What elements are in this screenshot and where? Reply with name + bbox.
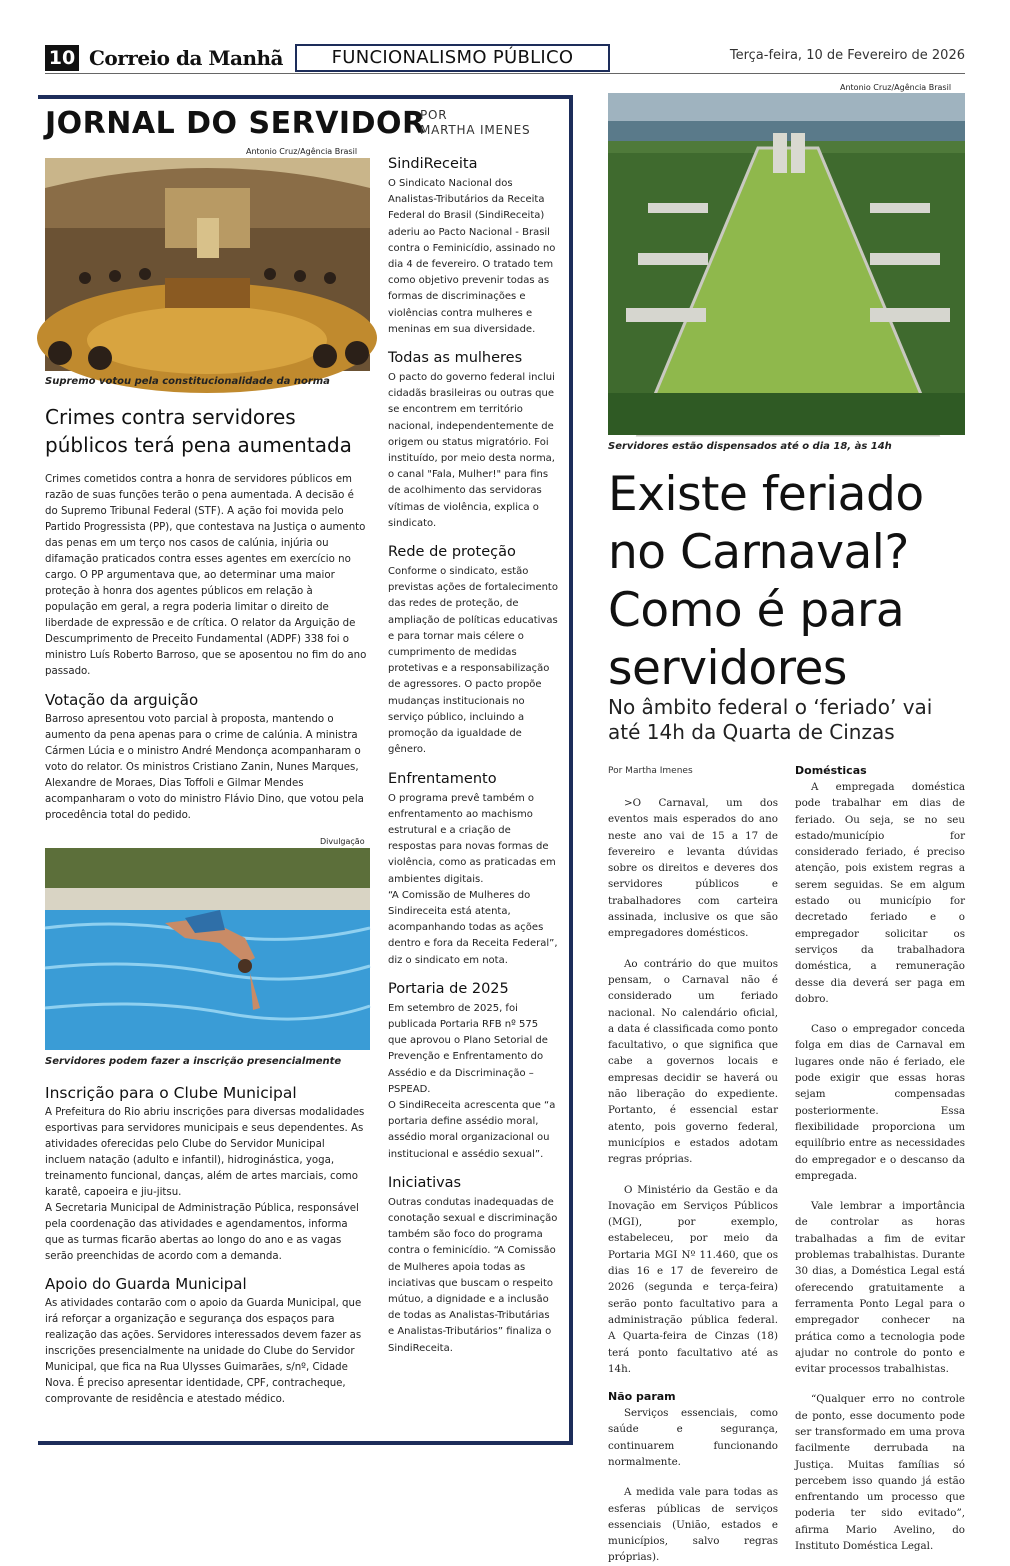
column-author [420, 108, 530, 138]
main-byline: Por Martha Imenes [608, 766, 693, 776]
article-clube [45, 1083, 368, 1408]
sidebar-title-5: Portaria de 2025 [388, 980, 509, 997]
column-by-label: POR [420, 108, 448, 122]
newspaper-name: Correio da Manhã [89, 46, 284, 70]
sidebar-title-4: Enfrentamento [388, 770, 497, 787]
page-number: 10 [45, 45, 79, 71]
issue-date: Terça-feira, 10 de Fevereiro de 2026 [729, 48, 965, 63]
column-author-name: MARTHA IMENES [420, 123, 531, 137]
main-subhead-domesticas: Domésticas [795, 764, 867, 777]
article-clube-body1: A Prefeitura do Rio abriu inscrições para diversas modalidades esportivas para servidores municipais e seus dependentes. As atividades oferecidas pelo Clube do Servidor Municipal incluem natação (adulto e infantil), hidroginástica, yoga, treinamento funcional, danças, além de artes marciais, como karatê, capoeira e jiu-jitsu. [45, 1107, 365, 1198]
photo-pool-diver [45, 848, 370, 1050]
sidebar-sindireceita [388, 154, 558, 1357]
main-paragraph-4: Serviços essenciais, como saúde e segurança, continuarem funcionando normalmente. [608, 1407, 778, 1468]
photo3-credit: Antonio Cruz/Agência Brasil [840, 83, 952, 92]
sidebar-title-3: Rede de proteção [388, 544, 516, 561]
section-title: FUNCIONALISMO PÚBLICO [295, 44, 610, 72]
main-paragraph-1: >O Carnaval, um dos eventos mais esperados do ano neste ano vai de 15 a 17 de fevereiro e levanta dúvidas sobre os direitos e deveres dos servidores públicos e trabalhadores com carteira assinada, inclusive os que são empregadores domésticos. [608, 797, 778, 940]
sidebar-body-3: Conforme o sindicato, estão previstas ações de fortalecimento das redes de proteção, de ampliação de políticas educativas e para tornar mais célere o cumprimento de medidas protetivas e a responsabilização de agressores. O pacto propõe mudanças institucionais no serviço público, incluindo a promoção da igualdade de gênero. [388, 566, 558, 756]
photo2-credit: Divulgação [320, 837, 365, 846]
article-crimes-body: Crimes cometidos contra a honra de servidores públicos em razão de suas funções terão o pena aumentada. A decisão é do Supremo Tribunal Federal (STF). A ação foi movida pelo Partido Progressista (PP), que contestava na Justiça o aumento das penas em um terço nos casos de calúnia, injúria ou difamação praticados contra esses agentes em exercício no cargo. O PP argumentava que, ao determinar uma maior proteção à honra dos agentes públicos em relação à população em geral, a regra poderia limitar o direito de liberdade de expressão e de crítica. O relator da Arguição de Descumprimento de Preceito Fundamental (ADPF) 338 foi o ministro Luís Roberto Barroso, que se aposentou no fim do ano passado. [45, 474, 367, 677]
sidebar-body-4b: “A Comissão de Mulheres do Sindireceita está atenta, acompanhando todas as ações dentro e fora da Receita Federal”, diz o sindicato em nota. [388, 889, 558, 966]
sidebar-title-1: SindiReceita [388, 156, 478, 172]
photo3-caption: Servidores estão dispensados até o dia 18, às 14h [608, 441, 892, 452]
main-paragraph-6: A empregada doméstica pode trabalhar em dias de feriado. Ou seja, se no seu estado/município for considerado feriado, é preciso atenção, pois existem regras a serem seguidas. Se em algum estado ou município for decretado feriado e o empregador solicitar os serviços da trabalhadora doméstica, a remuneração desse dia deverá ser paga em dobro. [795, 781, 965, 1005]
main-subhead-nao-param: Não param [608, 1390, 676, 1404]
photo1-caption: Supremo votou pela constitucionalidade da norma [45, 376, 330, 387]
sidebar-title-6: Iniciativas [388, 1174, 462, 1191]
sidebar-body-5b: O SindiReceita acrescenta que “a portaria define assédio moral, assédio moral organizacional ou institucional e assédio sexual”. [388, 1099, 556, 1160]
photo-esplanada [608, 93, 965, 435]
sidebar-body-4a: O programa prevê também o enfrentamento ao machismo estrutural e a criação de respostas para novas formas de violência, como as praticadas em ambientes digitais. [388, 792, 556, 885]
main-paragraph-7: Caso o empregador conceda folga em dias de Carnaval em lugares onde não é feriado, ele pode exigir que essas horas sejam compensadas posteriormente. Essa flexibilidade proporciona um equilíbrio entre as necessidades do empregador e o descanso da empregada. [795, 1023, 965, 1182]
main-paragraph-9: “Qualquer erro no controle de ponto, esse documento pode ser transformado em uma prova facilmente derrubada na Justiça. Muitas famílias só percebem isso quando já estão enfrentando um processo que poderia ter sido evitado”, afirma Mario Avelino, do Instituto Doméstica Legal. [795, 1393, 965, 1553]
article-clube-subhead: Apoio do Guarda Municipal [45, 1275, 247, 1293]
article-clube-headline: Inscrição para o Clube Municipal [45, 1084, 297, 1102]
main-paragraph-8: Vale lembrar a importância de controlar as horas trabalhadas a fim de evitar problemas trabalhistas. Durante 30 dias, a Doméstica Legal está oferecendo gratuitamente a ferramenta Ponto Legal para o empregador conhecer na prática como a tecnologia pode ajudar no controle do ponto e evitar processos trabalhistas. [795, 1200, 965, 1376]
main-paragraph-3: O Ministério da Gestão e da Inovação em Serviços Públicos (MGI), por exemplo, estabeleceu, por meio da Portaria MGI Nº 11.460, que os dias 16 e 17 de fevereiro de 2026 (segunda e terça-feira) serão ponto facultativo para a administração pública federal. A Quarta-feira de Cinzas (18) terá ponto facultativo até as 14h. [608, 1183, 778, 1375]
sidebar-body-1: O Sindicato Nacional dos Analistas-Tributários da Receita Federal do Brasil (SindiReceita) aderiu ao Pacto Nacional - Brasil contra o Feminicídio, assinado no dia 4 de fevereiro. O tratado tem como objetivo prevenir todas as formas de discriminações e violências contra mulheres e meninas em sua diversidade. [388, 178, 556, 335]
sidebar-body-5a: Em setembro de 2025, foi publicada Portaria RFB nº 575 que aprovou o Plano Setorial de Prevenção e Enfrentamento do Assédio e da Discriminação – PSPEAD. [388, 1002, 548, 1095]
main-paragraph-2: Ao contrário do que muitos pensam, o Carnaval não é considerado um feriado nacional. No calendário oficial, a data é classificada como ponto facultativo, o que significa que cabe a governos locais e empresas decidir se haverá ou não liberação do expediente. Portanto, é essencial estar atento, pois governo federal, municípios e estados adotam regras próprias. [608, 957, 778, 1166]
article-crimes-subhead: Votação da arguição [45, 691, 199, 709]
main-headline: Existe feriado no Carnaval? Como é para servidores [608, 467, 924, 696]
article-clube-body2: A Secretaria Municipal de Administração Pública, responsável pela coordenação das atividades e agendamentos, informa que as turmas ficarão abertas ao longo do ano e as vagas serão preenchidas de acordo com a demanda. [45, 1203, 359, 1262]
photo-supremo-court [45, 158, 370, 371]
photo1-credit: Antonio Cruz/Agência Brasil [246, 147, 358, 156]
sidebar-body-2: O pacto do governo federal inclui cidadãs brasileiras ou outras que se encontrem em território nacional, independentemente de origem ou status migratório. Foi instituído, por meio desta norma, o canal "Fala, Mulher!" para fins de acolhimento das servidoras vítimas de violência, explica o sindicato. [388, 372, 555, 529]
main-column-1 [608, 795, 778, 1566]
main-subheadline: No âmbito federal o ‘feriado’ vai até 14h da Quarta de Cinzas [608, 695, 933, 744]
article-crimes-subbody: Barroso apresentou voto parcial à proposta, mantendo o aumento da pena apenas para o crime de calúnia. A ministra Cármen Lúcia e o ministro André Mendonça acompanharam o voto do relator. Os ministros Cristiano Zanin, Nunes Marques, Alexandre de Moraes, Dias Toffoli e Gilmar Mendes acompanharam o voto do ministro Flávio Dino, que votou pela procedência total do pedido. [45, 714, 364, 821]
photo2-caption: Servidores podem fazer a inscrição presencialmente [45, 1056, 342, 1067]
main-column-2 [795, 763, 965, 1554]
article-crimes [45, 403, 368, 824]
header-divider [45, 73, 965, 74]
main-paragraph-5: A medida vale para todas as esferas públicas de serviços essenciais (União, estados e municípios, salvo regras próprias). [608, 1486, 778, 1564]
page-header [45, 44, 965, 74]
article-crimes-headline: Crimes contra servidores públicos terá pena aumentada [45, 405, 352, 457]
sidebar-title-2: Todas as mulheres [388, 350, 523, 367]
column-title: JORNAL DO SERVIDOR [45, 106, 426, 141]
sidebar-body-6: Outras condutas inadequadas de conotação sexual e discriminação também são foco do programa contra o feminicídio. “A Comissão de Mulheres apoia todas as inciativas que buscam o respeito mútuo, a dignidade e a inclusão de todas as Analistas-Tributárias e Analistas-Tributários” finaliza o SindiReceita. [388, 1196, 558, 1354]
article-clube-subbody: As atividades contarão com o apoio da Guarda Municipal, que irá reforçar a organização e segurança dos espaços para realização das ações. Servidores interessados devem fazer as inscrições presencialmente na unidade do Clube do Servidor Municipal, que fica na Rua Ulysses Guimarães, s/nº, Cidade Nova. É preciso apresentar identidade, CPF, contracheque, comprovante de residência e atestado médico. [45, 1298, 362, 1405]
